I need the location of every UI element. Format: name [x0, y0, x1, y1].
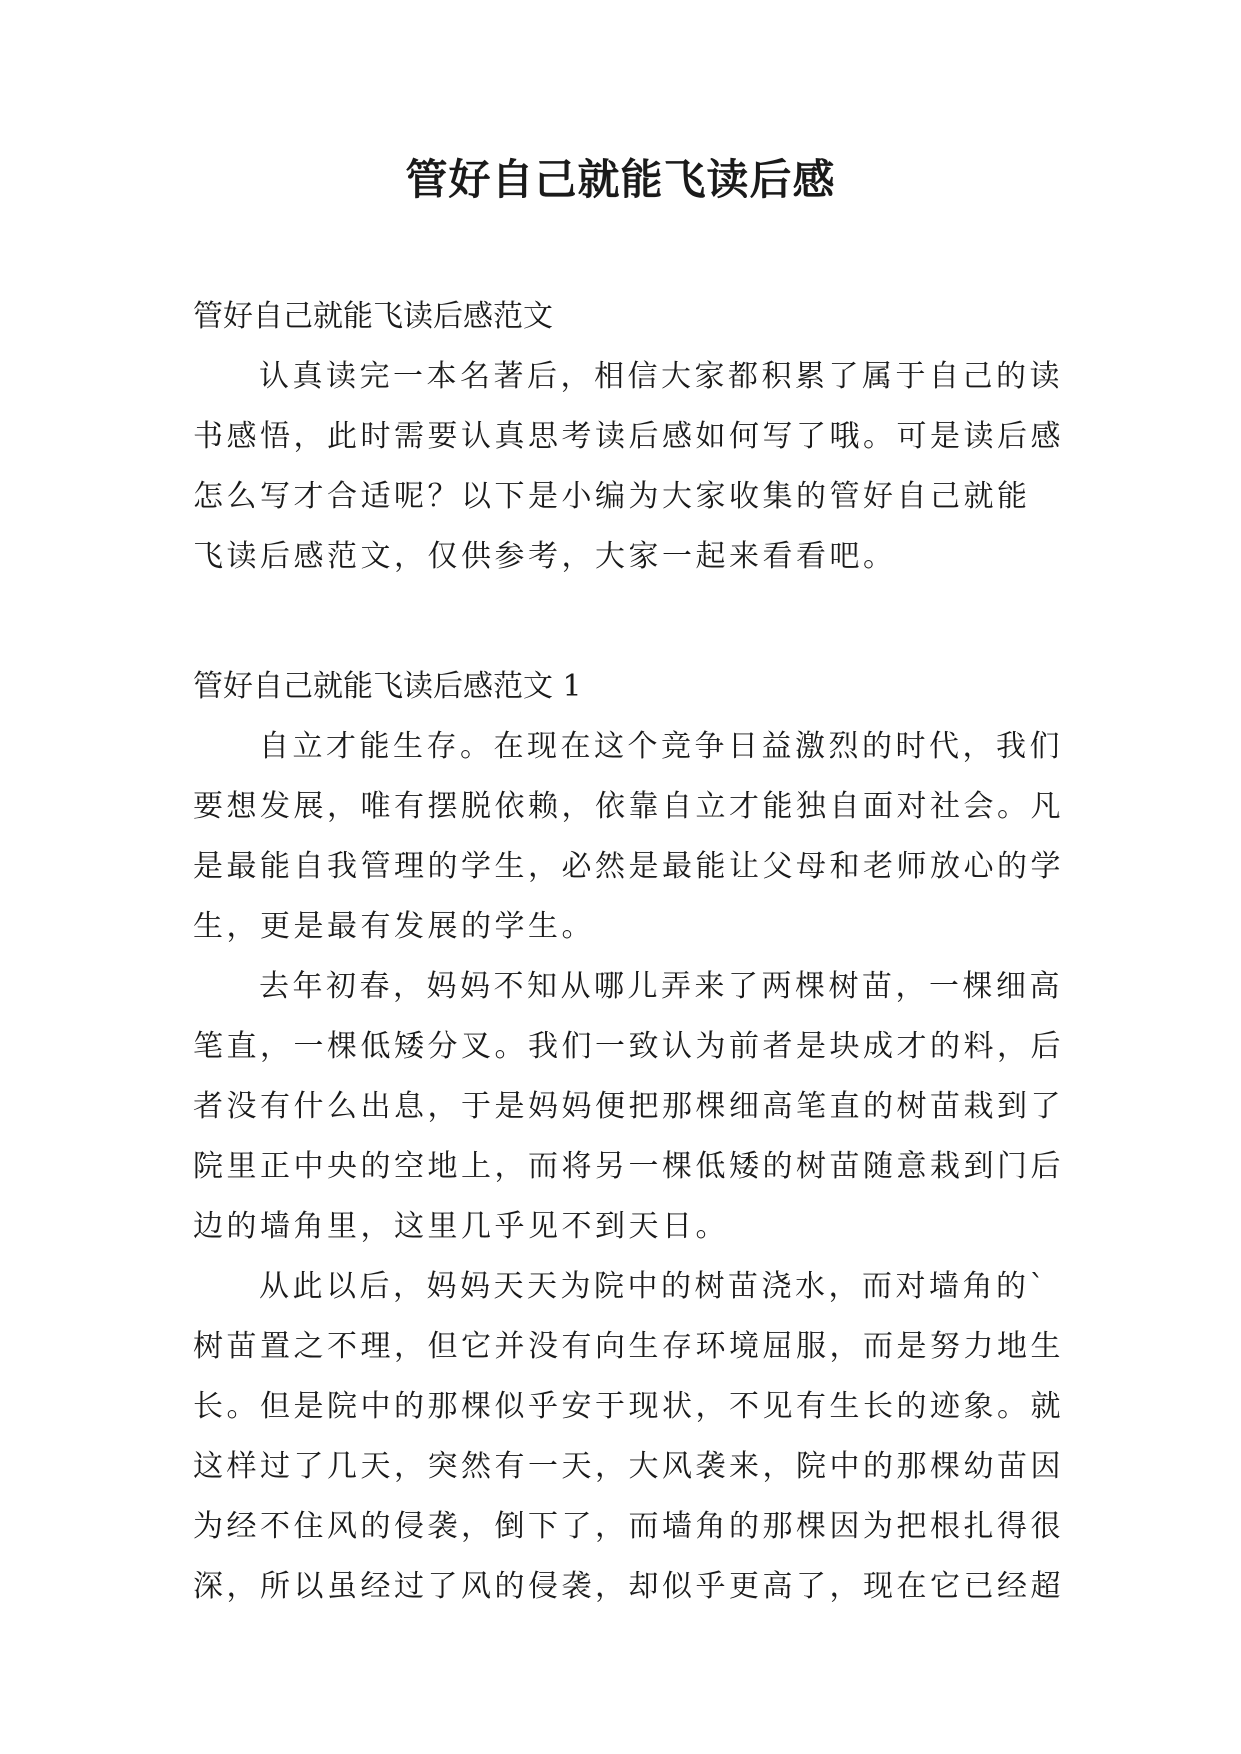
section-spacer: [193, 587, 1053, 657]
paragraph-line: 自立才能生存。在现在这个竞争日益激烈的时代，我们: [259, 729, 1063, 764]
paragraph-line: 飞读后感范文，仅供参考，大家一起来看看吧。: [193, 539, 897, 574]
paragraph-line: 这样过了几天，突然有一天，大风袭来，院中的那棵幼苗因: [193, 1449, 1064, 1484]
paragraph-line: 生，更是最有发展的学生。: [193, 909, 595, 944]
paragraph-line: 从此以后，妈妈天天为院中的树苗浇水，而对墙角的`: [259, 1269, 1048, 1304]
paragraph-line: 怎么写才合适呢？以下是小编为大家收集的管好自己就能: [193, 479, 1031, 514]
paragraph-line: 长。但是院中的那棵似乎安于现状，不见有生长的迹象。就: [193, 1389, 1064, 1424]
section-heading: 管好自己就能飞读后感范文 1: [193, 669, 582, 704]
paragraph-line: 树苗置之不理，但它并没有向生存环境屈服，而是努力地生: [193, 1329, 1064, 1364]
document-title: 管好自己就能飞读后感: [405, 155, 836, 204]
section1-paragraph-1: [193, 717, 1064, 957]
section1-paragraph-2: [193, 957, 1064, 1257]
paragraph-line: 书感悟，此时需要认真思考读后感如何写了哦。可是读后感: [193, 419, 1064, 454]
paragraph-line: 认真读完一本名著后，相信大家都积累了属于自己的读: [259, 359, 1063, 394]
intro-paragraph: [193, 347, 1064, 587]
paragraph-line: 要想发展，唯有摆脱依赖，依靠自立才能独自面对社会。凡: [193, 789, 1064, 824]
paragraph-line: 为经不住风的侵袭，倒下了，而墙角的那棵因为把根扎得很: [193, 1509, 1064, 1544]
intro-heading: 管好自己就能飞读后感范文: [193, 299, 553, 334]
document-body: [193, 287, 1064, 1617]
paragraph-line: 者没有什么出息，于是妈妈便把那棵细高笔直的树苗栽到了: [193, 1089, 1064, 1124]
paragraph-line: 边的墙角里，这里几乎见不到天日。: [193, 1209, 729, 1244]
paragraph-line: 是最能自我管理的学生，必然是最能让父母和老师放心的学: [193, 849, 1064, 884]
section1-paragraph-3: [193, 1257, 1064, 1617]
paragraph-line: 院里正中央的空地上，而将另一棵低矮的树苗随意栽到门后: [193, 1149, 1064, 1184]
paragraph-line: 笔直，一棵低矮分叉。我们一致认为前者是块成才的料，后: [193, 1029, 1064, 1064]
paragraph-line: 深，所以虽经过了风的侵袭，却似乎更高了，现在它已经超: [193, 1569, 1064, 1604]
paragraph-line: 去年初春，妈妈不知从哪儿弄来了两棵树苗，一棵细高: [259, 969, 1063, 1004]
